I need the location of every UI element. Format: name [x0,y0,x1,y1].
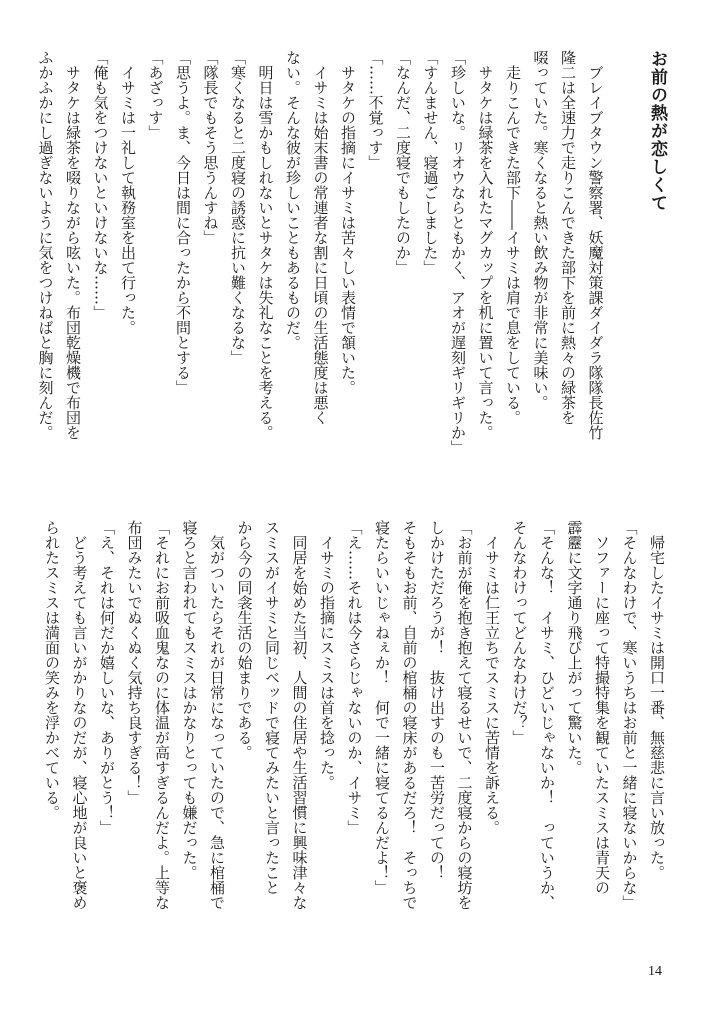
text-line: 「あざっす」 [146,50,165,140]
text-line: サタケは緑茶を入れたマグカップを机に置いて言った。 [476,65,495,440]
text-line: 「寒くなると二度寝の誘惑に抗い難くなるな」 [229,50,247,365]
text-line: そもそもお前、自前の棺桶の寝床があるだろ！ そっちで [400,520,419,910]
text-line: 「なんだ、二度寝でもしたのか」 [394,50,412,275]
bottom-text-block [43,520,670,980]
text-line: スミスがイサミと同じベッドで寝てみたいと言ったこと [263,520,281,895]
text-line: 気がついたらそれが日常になっていたので、急に棺桶で [208,535,226,910]
text-line: 「え、それは何だか嬉しいな、ありがとう！」 [98,520,116,835]
text-line: 寝ろと言われてもスミスはかなりとっても嫌だった。 [180,520,199,880]
text-line: イサミの指摘にスミスは首を捻った。 [318,535,336,790]
text-line: 「そんな！ イサミ、ひどいじゃないか！ っていうか、 [538,520,556,910]
text-line: 「すんません、寝過ごしました」 [421,50,440,275]
text-line: 「それにお前吸血鬼なのに体温が高すぎるんだよ。上等な [153,520,171,910]
text-line: イサミは始末書の常連者な割に日頃の生活態度は悪く [311,65,330,425]
text-line: サタケの指摘にイサミは苦々しい表情で頷いた。 [339,65,357,395]
top-text-block [36,50,670,492]
text-line: イサミは一礼して執務室を出て行った。 [119,65,137,335]
text-line: ふかふかにし過ぎないように気をつけねばと胸に刻んだ。 [36,50,55,440]
text-line: 明日は雪かもしれないとサタケは失礼なことを考える。 [256,65,275,440]
text-line: 啜っていた。寒くなると熱い飲み物が非常に美味い。 [531,50,550,410]
text-line: そんなわけってどんなわけだ？」 [510,520,529,745]
text-line: 「珍しいな。リオウならともかく、アオが遅刻ギリギリか」 [449,50,467,455]
text-line: 走りこんできた部下――イサミは肩で息をしている。 [504,65,522,425]
text-line: どう考えても言いがかりなのだが、寝心地が良いと褒め [70,535,89,910]
text-line: ない。そんな彼が珍しいこともあるものだ。 [284,50,302,350]
text-line: ソファーに座って特撮特集を観ていたスミスは青天の [593,535,611,895]
text-line: 「そんなわけで、寒いうちはお前と一緒に寝ないからな」 [620,520,639,910]
text-line: られたスミスは満面の笑みを浮かべている。 [43,520,61,820]
text-line: 「……不覚っす」 [366,50,385,170]
text-line: 霹靂に文字通り飛び上がって驚いた。 [565,520,584,775]
text-line: 「お前が俺を抱き抱えて寝るせいで、二度寝からの寝坊を [455,520,474,910]
text-line: 「え……それは今さらじゃないのか、イサミ」 [345,520,364,835]
text-line: 寝たらいいじゃねぇか！ 何で一緒に寝てるんだよ！」 [373,520,391,895]
text-line: 布団みたいでぬくぬく気持ち良すぎる！」 [125,520,144,805]
text-line: 隆二は全速力で走りこんできた部下を前に熱々の緑茶を [559,50,577,425]
text-line: サタケは緑茶を啜りながら呟いた。布団乾燥機で布団を [64,65,82,440]
text-line: 同居を始めた当初、人間の住居や生活習慣に興味津々な [290,535,309,910]
text-line: から今の同衾生活の始まりである。 [235,520,254,760]
page-number: 14 [648,964,662,979]
text-line: 「俺も気をつけないといけないな……」 [91,50,110,320]
text-line: 帰宅したイサミは開口一番、無慈悲に言い放った。 [648,535,666,880]
text-line: しかけただろうが！ 抜け出すのも一苦労だっての！ [428,520,446,880]
text-line: 「思うよ。ま、今日は間に合ったから不問とする」 [174,50,192,395]
text-line: イサミは仁王立ちでスミスに苦情を訴える。 [483,535,501,835]
text-line: ブレイブタウン警察署、妖魔対策課ダイダラ隊隊長佐竹 [586,65,605,440]
text-line: 「隊長でもそう思うんすね」 [201,50,220,245]
story-title: お前の熱が恋しくて [647,50,667,212]
